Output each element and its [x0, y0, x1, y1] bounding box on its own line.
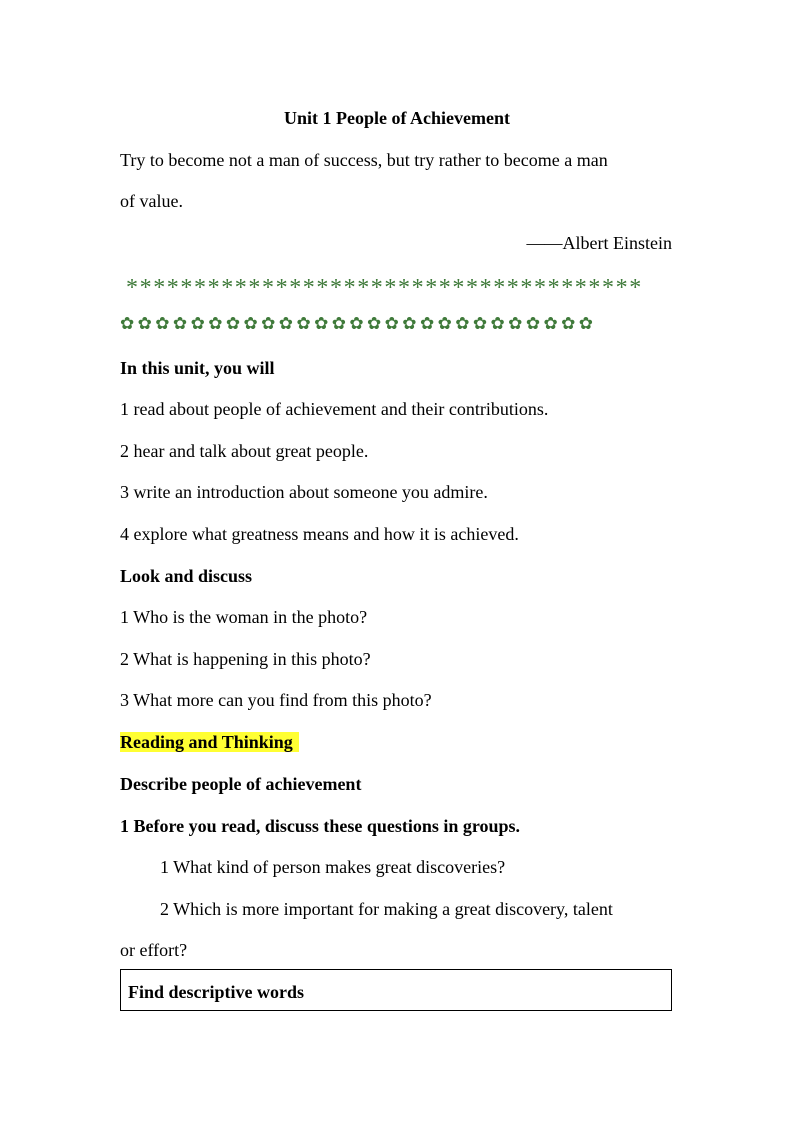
discussion-question: 3 What more can you find from this photo?: [120, 690, 432, 710]
quote-line-1: Try to become not a man of success, but try rather to become a man: [120, 150, 608, 170]
flower-divider: ✿✿✿✿✿✿✿✿✿✿✿✿✿✿✿✿✿✿✿✿✿✿✿✿✿✿✿: [120, 314, 597, 333]
unit-goal-item: 2 hear and talk about great people.: [120, 441, 369, 461]
reading-question: 2 Which is more important for making a great discovery, talent: [160, 899, 613, 919]
box-label: Find descriptive words: [128, 982, 305, 1002]
unit-goal-item: 1 read about people of achievement and their contributions.: [120, 399, 549, 419]
star-divider: **************************************: [126, 275, 643, 301]
discussion-question: 2 What is happening in this photo?: [120, 649, 371, 669]
quote-line-2: of value.: [120, 191, 183, 211]
unit-goals-heading: In this unit, you will: [120, 358, 275, 378]
reading-heading: [120, 731, 299, 753]
reading-subheading: Describe people of achievement: [120, 774, 362, 794]
highlighted-text: Reading and Thinking: [120, 732, 299, 752]
page-title: Unit 1 People of Achievement: [284, 108, 510, 128]
quote-author: ——Albert Einstein: [526, 233, 672, 253]
descriptive-words-box: [120, 969, 672, 1011]
reading-task: 1 Before you read, discuss these questions in groups.: [120, 816, 521, 836]
reading-question: 1 What kind of person makes great discoveries?: [160, 857, 506, 877]
unit-goal-item: 4 explore what greatness means and how it is achieved.: [120, 524, 519, 544]
unit-goal-item: 3 write an introduction about someone you admire.: [120, 482, 488, 502]
look-discuss-heading: Look and discuss: [120, 566, 253, 586]
discussion-question: 1 Who is the woman in the photo?: [120, 607, 368, 627]
reading-question-continued: or effort?: [120, 940, 188, 960]
